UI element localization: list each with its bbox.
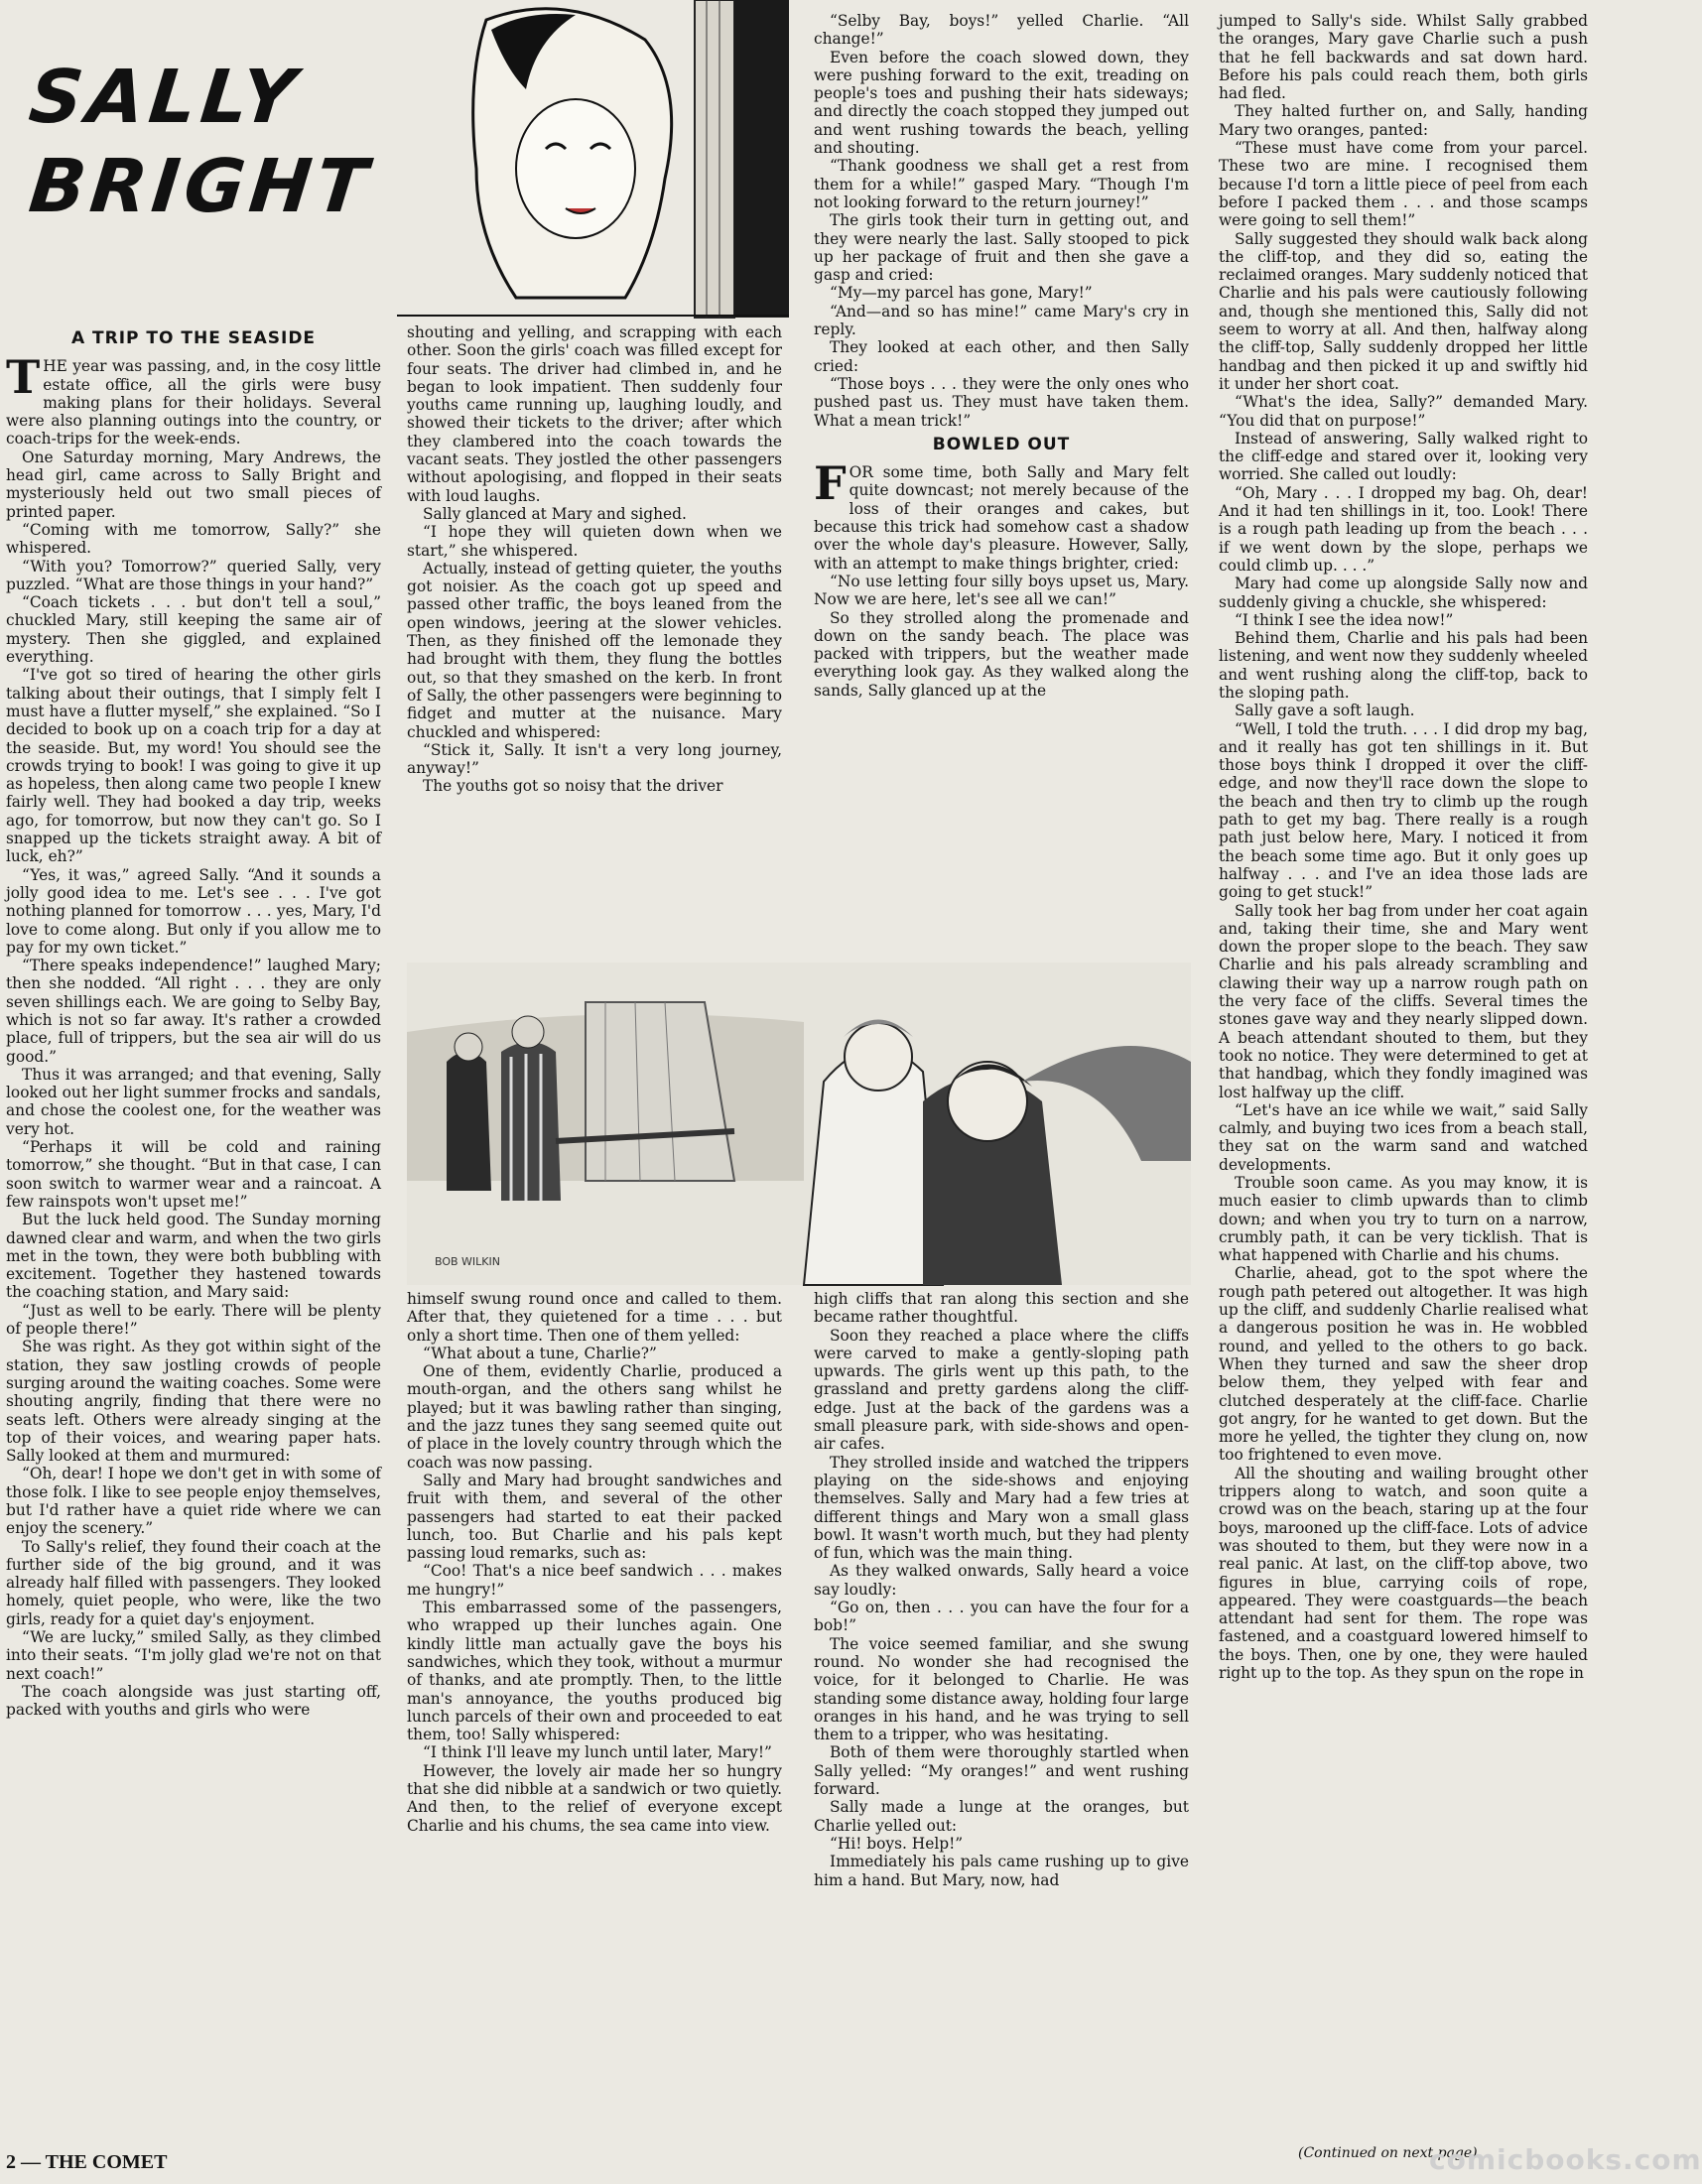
continued-note: (Continued on next page) — [1298, 2145, 1478, 2161]
paragraph: Actually, instead of getting quieter, the youths got noisier. As the coach got up speed and passed other traffic, the boys leaned from the open windows, jeering at the slower vehicles. Then, as they finished off the lemonade they had brought with them, they flung the bottles out, so that they smashed on the kerb. In front of Sally, the other passengers were beginning to fidget and mutter at the nuisance. Mary chuckled and whispered: — [407, 559, 782, 741]
paragraph: “Selby Bay, boys!” yelled Charlie. “All change!” — [814, 12, 1189, 49]
paragraph: “Coo! That's a nice beef sandwich . . . makes me hungry!” — [407, 1562, 782, 1599]
paragraph: “These must have come from your parcel. These two are mine. I recognised them because I'd torn a little piece of peel from each before I packed them . . . and those scamps were going to sell them!” — [1219, 139, 1588, 230]
paragraph: “What's the idea, Sally?” demanded Mary. “You did that on purpose!” — [1219, 393, 1588, 430]
paragraph: “Oh, Mary . . . I dropped my bag. Oh, dear! And it had ten shillings in it, too. Look! There is a rough path leading up from the beach . . . if we went down by the slope, perhaps we could climb up. . . .” — [1219, 483, 1588, 575]
paragraph: They strolled inside and watched the trippers playing on the side-shows and enjoying themselves. Sally and Mary had a few tries at different things and Mary won a small glass bowl. It wasn't worth much, but they had plenty of fun, which was the main thing. — [814, 1453, 1189, 1563]
paragraph: All the shouting and wailing brought other trippers along to watch, and soon quite a crowd was on the beach, staring up at the four boys, marooned up the cliff-face. Lots of advice was shouted to them, but they were now in a real panic. At last, on the cliff-top above, two figures in blue, carrying coils of rope, appeared. They were coastguards—the beach attendant had sent for them. The rope was fastened, and a coastguard lowered himself to the boys. Then, one by one, they were hauled right up to the top. As they spun on the rope in — [1219, 1464, 1588, 1683]
paragraph: “Thank goodness we shall get a rest from them for a while!” gasped Mary. “Though I'm not looking forward to the return journey!” — [814, 157, 1189, 211]
paragraph: Sally gave a soft laugh. — [1235, 702, 1415, 720]
column-3-bottom — [814, 1290, 1189, 1889]
paragraph: “Those boys . . . they were the only ones who pushed past us. They must have taken them. What a mean trick!” — [814, 374, 1189, 430]
paragraph: jumped to Sally's side. Whilst Sally grabbed the oranges, Mary gave Charlie such a push that he fell backwards and sat down hard. Before his pals could reach them, both girls had fled. — [1219, 12, 1588, 103]
paragraph: The voice seemed familiar, and she swung round. No wonder she had recognised the voice, for it belonged to Charlie. He was standing some distance away, holding four large oranges in his hand, and he was trying to sell them to a tripper, who was hesitating. — [814, 1634, 1189, 1744]
paragraph: Charlie, ahead, got to the spot where the rough path petered out altogether. It was high up the cliff, and suddenly Charlie realised what a dangerous position he was in. He wobbled round, and yelled to the others to go back. When they turned and saw the sheer drop below them, they yelped with fear and clutched desperately at the cliff-face. Charlie got angry, for he wanted to get down. But the more he yelled, the tighter they clung on, now too frightened to even move. — [1219, 1264, 1588, 1465]
paragraph: “Let's have an ice while we wait,” said Sally calmly, and buying two ices from a beach stall, they sat on the warm sand and watched developments. — [1219, 1100, 1588, 1174]
title-line-1: SALLY — [25, 55, 305, 140]
paragraph: himself swung round once and called to them. After that, they quietened for a time . . . but only a short time. Then one of them yelled: — [407, 1290, 782, 1345]
paragraph: To Sally's relief, they found their coach at the further side of the big ground, and it was already half filled with passengers. They looked homely, quiet people, who were, like the two girls, ready for a quiet day's enjoyment. — [6, 1537, 381, 1628]
story-illustration — [407, 963, 1191, 1285]
paragraph: shouting and yelling, and scrapping with each other. Soon the girls' coach was filled except for four seats. The driver had climbed in, and he began to look impatient. Then suddenly four youths came running up, laughing loudly, and showed their tickets to the driver; after which they clambered into the coach towards the vacant seats. They jostled the other passengers without apologising, and flopped in their seats with loud laughs. — [407, 323, 782, 505]
drop-cap: T — [6, 350, 41, 405]
paragraph: Thus it was arranged; and that evening, Sally looked out her light summer frocks and sandals, and chose the coolest one, for the weather was very hot. — [6, 1065, 381, 1138]
paragraph: “Go on, then . . . you can have the four for a bob!” — [814, 1599, 1189, 1635]
paragraph: “What about a tune, Charlie?” — [423, 1344, 657, 1362]
paragraph: This embarrassed some of the passengers, who wrapped up their lunches again. One kindly little man actually gave the boys his sandwiches, which they took, without a murmur of thanks, and ate promptly. Then, to the little man's annoyance, the youths produced big lunch parcels of their own and proceeded to eat them, too! Sally whispered: — [407, 1599, 782, 1744]
paragraph: “And—and so has mine!” came Mary's cry in reply. — [814, 302, 1189, 339]
column-2-top — [407, 323, 782, 968]
paragraph: Sally and Mary had brought sandwiches and fruit with them, and several of the other passengers had started to eat their packed lunch, too. But Charlie and his pals kept passing loud remarks, such as: — [407, 1471, 782, 1563]
paragraph: Immediately his pals came rushing up to give him a hand. But Mary, now, had — [814, 1853, 1189, 1889]
paragraph: “We are lucky,” smiled Sally, as they climbed into their seats. “I'm jolly glad we're not on that next coach!” — [6, 1628, 381, 1683]
paragraph: However, the lovely air made her so hungry that she did nibble at a sandwich or two quietly. And then, to the relief of everyone except Charlie and his chums, the sea came into view. — [407, 1761, 782, 1835]
paragraph: Even before the coach slowed down, they were pushing forward to the exit, treading on people's toes and pushing their hats sideways; and directly the coach stopped they jumped out and went rushing towards the beach, yelling and shouting. — [814, 48, 1189, 158]
paragraph: “Well, I told the truth. . . . I did drop my bag, and it really has got ten shillings in it. But those boys think I dropped it over the cliff-edge, and now they'll race down the slope to the beach and then try to climb up the rough path to get my bag. There really is a rough path just below here, Mary. I noticed it from the beach some time ago. But it only goes up halfway . . . and I've an idea those lads are going to get stuck!” — [1219, 719, 1588, 902]
paragraph: The coach alongside was just starting off, packed with youths and girls who were — [6, 1682, 381, 1720]
paragraph: So they strolled along the promenade and down on the sandy beach. The place was packed with trippers, but the weather made everything look gay. As they walked along the sands, Sally glanced up at the — [814, 608, 1189, 700]
paragraph: She was right. As they got within sight of the station, they saw jostling crowds of people surging around the waiting coaches. Some were shouting angrily, finding that there were no seats left. Others were already singing at the top of their voices, and wearing paper hats. Sally looked at them and murmured: — [6, 1338, 381, 1466]
paragraph: The girls took their turn in getting out, and they were nearly the last. Sally stooped to pick up her package of fruit and then she gave a gasp and cried: — [814, 211, 1189, 285]
paragraph: FOR some time, both Sally and Mary felt quite downcast; not merely because of the loss of their oranges and cakes, but because this trick had somehow cast a shadow over the whole day's pleasure. However, Sally, with an attempt to make things brighter, cried: — [814, 456, 1189, 573]
paragraph: Sally glanced at Mary and sighed. — [423, 504, 687, 523]
paragraph: “Coming with me tomorrow, Sally?” she whispered. — [6, 520, 381, 558]
section-heading-bowled-out: BOWLED OUT — [932, 434, 1071, 454]
paragraph: They halted further on, and Sally, handing Mary two oranges, panted: — [1219, 102, 1588, 139]
paragraph: Trouble soon came. As you may know, it is much easier to climb upwards than to climb down; and when you try to turn on a narrow, crumbly path, it can be very ticklish. That is what happened with Charlie and his chums. — [1219, 1174, 1588, 1265]
paragraph: “Hi! boys. Help!” — [830, 1834, 964, 1853]
watermark: comicbooks.com — [1429, 2143, 1702, 2176]
paragraph: THE year was passing, and, in the cosy little estate office, all the girls were busy making plans for their holidays. Several were also planning outings into the country, or coach-trips for the week-ends. — [6, 350, 381, 449]
header-girl-illustration — [397, 0, 789, 318]
title-line-2: BRIGHT — [25, 144, 376, 229]
drop-cap: F — [814, 456, 847, 511]
paragraph: “With you? Tomorrow?” queried Sally, very puzzled. “What are those things in your hand?” — [6, 557, 381, 593]
column-1 — [6, 323, 381, 1720]
title-header — [8, 8, 407, 318]
paragraph: Sally took her bag from under her coat again and, taking their time, she and Mary went down the proper slope to the beach. They saw Charlie and his pals already scrambling and clawing their way up a narrow rough path on the very face of the cliffs. Several times the stones gave way and they nearly slipped down. A beach attendant shouted to them, but they took no notice. They were determined to get at that handbag, which they fondly imagined was lost halfway up the cliff. — [1219, 901, 1588, 1101]
paragraph: “I've got so tired of hearing the other girls talking about their outings, that I simply felt I must have a flutter myself,” she explained. “So I decided to book up on a coach trip for a day at the seaside. But, my word! You should see the crowds trying to book! I was going to give it up as hopeless, then along came two people I knew fairly well. They had booked a day trip, weeks ago, for tomorrow, but now they can't go. So I snapped up the tickets straight away. A bit of luck, eh?” — [6, 666, 381, 866]
paragraph: They looked at each other, and then Sally cried: — [814, 338, 1189, 375]
paragraph: “Yes, it was,” agreed Sally. “And it sounds a jolly good idea to me. Let's see . . . I've got nothing planned for tomorrow . . . yes, Mary, I'd love to come along. But only if you allow me to pay for my own ticket.” — [6, 865, 381, 957]
paragraph: “I think I'll leave my lunch until later, Mary!” — [423, 1743, 772, 1762]
paragraph: “Stick it, Sally. It isn't a very long journey, anyway!” — [407, 740, 782, 778]
paragraph: As they walked onwards, Sally heard a voice say loudly: — [814, 1562, 1189, 1599]
paragraph: Instead of answering, Sally walked right to the cliff-edge and stared over it, looking very worried. She called out loudly: — [1219, 429, 1588, 484]
paragraph: One Saturday morning, Mary Andrews, the head girl, came across to Sally Bright and mysteriously held out two small pieces of printed paper. — [6, 448, 381, 521]
column-3-top — [814, 12, 1189, 964]
paragraph: “No use letting four silly boys upset us, Mary. Now we are here, let's see all we can!” — [814, 572, 1189, 609]
paragraph: “Coach tickets . . . but don't tell a soul,” chuckled Mary, still keeping the same air of mystery. Then she giggled, and explained everything. — [6, 593, 381, 667]
paragraph: “Oh, dear! I hope we don't get in with some of those folk. I like to see people enjoy themselves, but I'd rather have a quiet ride where we can enjoy the scenery.” — [6, 1465, 381, 1538]
column-4 — [1219, 12, 1588, 1682]
paragraph: “My—my parcel has gone, Mary!” — [830, 284, 1093, 303]
paragraph: The youths got so noisy that the driver — [423, 777, 723, 796]
paragraph: Mary had come up alongside Sally now and suddenly giving a chuckle, she whispered: — [1219, 575, 1588, 611]
paragraph: “Perhaps it will be cold and raining tomorrow,” she thought. “But in that case, I can soon switch to warmer wear and a raincoat. A few rainspots won't upset me!” — [6, 1138, 381, 1211]
paragraph: “Just as well to be early. There will be plenty of people there!” — [6, 1301, 381, 1339]
paragraph: Sally made a lunge at the oranges, but Charlie yelled out: — [814, 1798, 1189, 1835]
section-heading-trip: A TRIP TO THE SEASIDE — [70, 328, 317, 348]
paragraph: Soon they reached a place where the cliffs were carved to make a gently-sloping path upwards. The girls went up this path, to the grassland and pretty gardens along the cliff-edge. Just at the back of the gardens was a small pleasure park, with side-shows and open-air cafes. — [814, 1326, 1189, 1454]
paragraph: Sally suggested they should walk back along the cliff-top, and they did so, eating the reclaimed oranges. Mary suddenly noticed that Charlie and his pals were cautiously following and, though she mentioned this, Sally did not seem to worry at all. And then, halfway along the cliff-top, Sally suddenly dropped her little handbag and then picked it up and swiftly hid it under her short coat. — [1219, 229, 1588, 393]
paragraph: “There speaks independence!” laughed Mary; then she nodded. “All right . . . they are only seven shillings each. We are going to Selby Bay, which is not so far away. It's rather a crowded place, full of trippers, but the sea air will do us good.” — [6, 957, 381, 1066]
paragraph: Both of them were thoroughly startled when Sally yelled: “My oranges!” and went rushing forward. — [814, 1743, 1189, 1799]
artist-signature: BOB WILKIN — [435, 1255, 500, 1268]
paragraph: “I hope they will quieten down when we start,” she whispered. — [407, 523, 782, 560]
paragraph: “I think I see the idea now!” — [1235, 610, 1454, 629]
paragraph: Behind them, Charlie and his pals had been listening, and went now they suddenly wheeled and went rushing along the cliff-top, back to the sloping path. — [1219, 629, 1588, 702]
paragraph: high cliffs that ran along this section and she became rather thoughtful. — [814, 1290, 1189, 1327]
page-footer: 2 — THE COMET — [6, 2151, 168, 2173]
paragraph: But the luck held good. The Sunday morning dawned clear and warm, and when the two girls met in the town, they were both bubbling with excitement. Together they hastened towards the coaching station, and Mary said: — [6, 1211, 381, 1302]
paragraph: One of them, evidently Charlie, produced a mouth-organ, and the others sang whilst he played; but it was bawling rather than singing, and the jazz tunes they sang seemed quite out of place in the lovely country through which the coach was now passing. — [407, 1362, 782, 1472]
column-2-bottom — [407, 1290, 782, 1835]
